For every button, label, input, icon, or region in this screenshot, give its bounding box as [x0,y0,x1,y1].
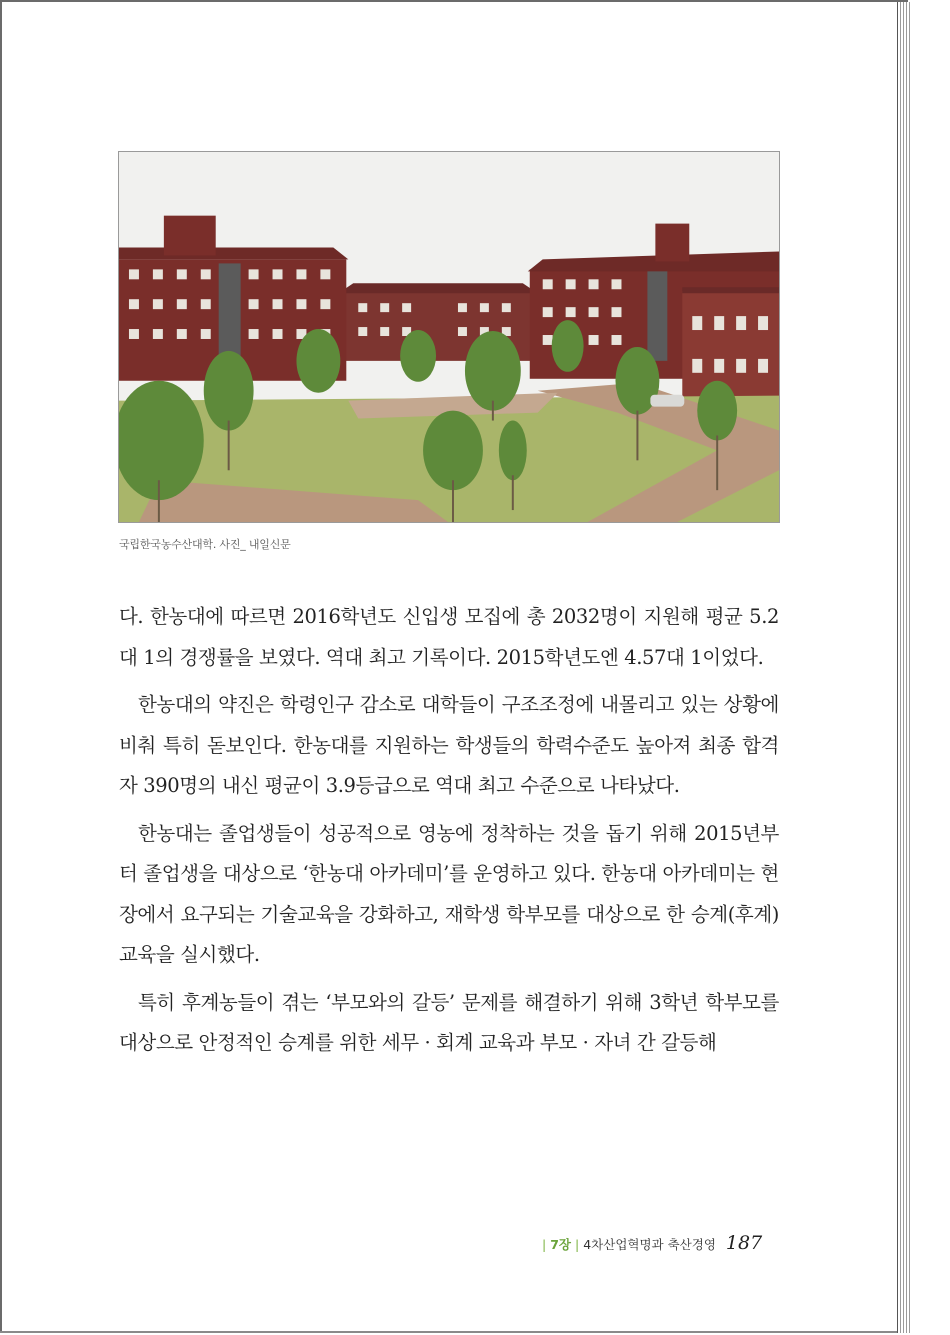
footer-separator: | [542,1237,547,1252]
page-margin-right [910,0,950,1335]
running-footer [538,1232,762,1254]
paragraph-4: 특히 후계농들이 겪는 ‘부모와의 갈등’ 문제를 해결하기 위해 3학년 학부모를 대상으로 안정적인 승계를 위한 세무 · 회계 교육과 부모 · 자녀 간 갈등해 [119,990,779,1054]
paragraph-2: 한농대의 약진은 학령인구 감소로 대학들이 구조조정에 내몰리고 있는 상황에 비춰 특히 돋보인다. 한농대를 지원하는 학생들의 학력수준도 높아져 최종 합격자 390명의 내신 평균이 3.9등급으로 역대 최고 수준으로 나타났다. [119,693,779,797]
page-number: 187 [725,1232,763,1254]
campus-photo [118,151,780,523]
paragraph-1: 다. 한농대에 따르면 2016학년도 신입생 모집에 총 2032명이 지원해 평균 5.2대 1의 경쟁률을 보였다. 역대 최고 기록이다. 2015학년도엔 4.57대 1이었다. [119,605,779,669]
body-text [119,597,779,1071]
footer-chapter: 7장 [550,1237,571,1252]
photo-caption: 국립한국농수산대학. 사진_ 내일신문 [119,538,291,551]
campus-photo-illustration [119,152,779,522]
page-border-left [0,0,2,1333]
page-border-top [0,0,908,2]
page-stack-edge [897,2,911,1333]
footer-separator: | [575,1237,580,1252]
footer-title: 4차산업혁명과 축산경영 [583,1237,716,1252]
paragraph-3: 한농대는 졸업생들이 성공적으로 영농에 정착하는 것을 돕기 위해 2015년부터 졸업생을 대상으로 ‘한농대 아카데미’를 운영하고 있다. 한농대 아카데미는 현장에서 요구되는 기술교육을 강화하고, 재학생 학부모를 대상으로 한 승계(후계)교육을 실시했다. [119,821,779,966]
page-border-bottom [0,1331,900,1333]
